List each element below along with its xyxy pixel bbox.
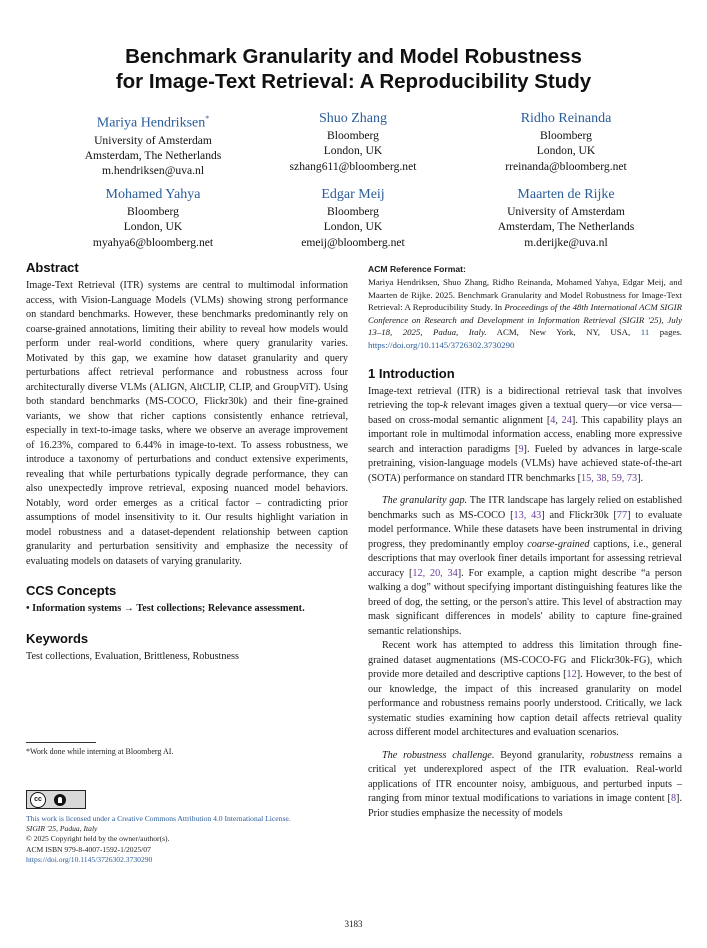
author-email: emeij@bloomberg.net: [301, 235, 405, 249]
text-run: ].: [637, 472, 644, 484]
license-link[interactable]: This work is licensed under a Creative Commons Attribution 4.0 International License.: [26, 814, 291, 823]
citation-link[interactable]: 12, 20, 34: [412, 567, 458, 579]
intro-paragraph-1: Image-text retrieval (ITR) is a bidirectional retrieval task that involves retrieving the top-k relevant images given a textual query—or vice versa—based on cross-modal semantic alignment [4, 24]. This capability plays an important role in multimodal information access, enabling more expressive search and interaction paradigms [9]. Fueled by advances in large-scale pretraining, vision-language models (VLMs) have achieved state-of-the-art (SOTA) performance on standard ITR benchmarks [15, 38, 59, 73].: [368, 385, 682, 484]
text-run: Recent work has attempted to address this limitation through fine-grained dataset augmentations (MS-COCO-FG and Flickr30k-FG), which provide more detailed and descriptive captions [: [368, 640, 682, 681]
text-run: ]. Prior studies emphasize the necessity of models: [368, 793, 682, 819]
text-run: ] to evaluate model performance. While these datasets have been instrumental in driving progress, they predominantly employ: [368, 509, 682, 550]
paragraph-heading: The granularity gap.: [382, 495, 468, 507]
author-email: rreinanda@bloomberg.net: [505, 159, 627, 173]
author-location: London, UK: [323, 220, 383, 234]
text-run: captions, i.e., general descriptions that may overlook finer details important for assessing retrieval accuracy [: [368, 538, 682, 579]
abstract-heading: Abstract: [26, 260, 79, 275]
text-run: coarse-grained: [527, 538, 590, 550]
title-line-2: for Image-Text Retrieval: A Reproducibility Study: [115, 70, 592, 93]
author-card: [38, 186, 268, 250]
author-email: szhang611@bloomberg.net: [289, 159, 417, 173]
footnote-rule: [26, 742, 96, 743]
author-affiliation: University of Amsterdam: [94, 133, 212, 147]
text-run: k: [443, 400, 448, 412]
text-run: ]. This capability plays an important role in multimodal information access, enabling more expressive search and interaction paradigms [: [368, 414, 682, 455]
acm-ref-part: pages.: [649, 327, 682, 338]
author-location: London, UK: [323, 144, 383, 158]
license-block: [26, 790, 346, 865]
intro-paragraph-3: [368, 639, 682, 741]
author-card: [451, 110, 681, 174]
author-affiliation: University of Amsterdam: [507, 205, 625, 218]
intro-paragraph-4: [368, 749, 682, 822]
ccs-heading: CCS Concepts: [26, 583, 117, 598]
paragraph-heading: The robustness challenge.: [382, 749, 495, 761]
keywords-text: Test collections, Evaluation, Brittleness, Robustness: [26, 650, 239, 662]
ccs-concepts: Information systems → Test collections; Relevance assessment.: [32, 603, 305, 614]
citation-link[interactable]: 12: [566, 669, 577, 681]
author-location: London, UK: [536, 144, 596, 158]
author-email: m.derijke@uva.nl: [524, 235, 608, 249]
author-name: Mariya Hendriksen: [96, 115, 206, 131]
acm-ref-part: ACM, New York, NY, USA,: [486, 327, 641, 338]
page-number: 3183: [344, 919, 363, 929]
text-run: relevant images given a textual query—or vice versa—based on cross-modal semantic alignment [: [368, 400, 682, 426]
author-affiliation: Bloomberg: [327, 129, 379, 142]
intro-heading: 1 Introduction: [368, 365, 455, 381]
acm-ref-pages-link[interactable]: 11: [640, 327, 650, 338]
acm-ref-part: Mariya Hendriksen, Shuo Zhang, Ridho Reinanda, Mohamed Yahya, Edgar Meij, and Maarten de Rijke. 2025. Benchmark Granularity and Model Robustness for Image-Text Retrieval: A Reproducibility Study. In: [368, 277, 682, 313]
ccs-bullet: •: [26, 603, 30, 614]
text-run: robustness: [590, 749, 634, 761]
license-doi-link[interactable]: https://doi.org/10.1145/3726302.3730290: [26, 854, 153, 864]
citation-link[interactable]: 8: [670, 793, 677, 805]
author-name: Edgar Meij: [321, 187, 385, 202]
intro-paragraph-2: [368, 494, 682, 639]
left-column: [26, 260, 348, 664]
author-footnote-mark: *: [205, 114, 210, 123]
text-run: ]. For example, a caption might describe “a person walking a dog” without specifying important distinguishing features like the breed of dog, the setting, or the person's attire. This level of abstraction may mask significant differences in models' ability to capture fine-grained semantic relationships.: [368, 567, 682, 637]
citation-link[interactable]: 15, 38, 59, 73: [581, 472, 638, 484]
cc-icon: cc: [30, 792, 46, 808]
footnote: *Work done while interning at Bloomberg AI.: [26, 747, 174, 756]
license-isbn: ACM ISBN 979-8-4007-1592-1/2025/07: [26, 844, 151, 854]
text-run: Image-text retrieval (ITR) is a bidirectional retrieval task that involves retrieving the top-: [368, 385, 682, 412]
acm-ref-text: [368, 276, 682, 352]
citation-link[interactable]: 24: [561, 414, 572, 426]
text-run: ] and Flickr30k [: [541, 509, 617, 521]
author-email: m.hendriksen@uva.nl: [101, 164, 205, 178]
author-name: Ridho Reinanda: [520, 111, 612, 126]
right-column: [368, 264, 682, 821]
acm-ref-venue: Proceedings of the 48th International ACM SIGIR Conference on Research and Development in Information Retrieval (SIGIR '25), July 13–18, 2025, Padua, Italy.: [368, 302, 682, 338]
citation-link[interactable]: 77: [616, 509, 628, 521]
paper-title: [0, 44, 707, 94]
author-email: myahya6@bloomberg.net: [92, 235, 214, 249]
license-copyright: © 2025 Copyright held by the owner/author(s).: [26, 834, 170, 844]
author-name: Maarten de Rijke: [517, 187, 615, 202]
citation-link[interactable]: 13, 43: [513, 509, 542, 521]
license-venue: SIGIR '25, Padua, Italy: [26, 824, 98, 834]
author-location: Amsterdam, The Netherlands: [497, 220, 635, 234]
text-run: Beyond granularity,: [494, 749, 591, 761]
author-name: Mohamed Yahya: [105, 187, 201, 202]
acm-ref-doi-link[interactable]: https://doi.org/10.1145/3726302.3730290: [368, 339, 515, 350]
author-affiliation: Bloomberg: [127, 205, 179, 218]
citation-link[interactable]: 9: [518, 443, 524, 455]
author-name: Shuo Zhang: [318, 111, 388, 126]
abstract-text: Image-Text Retrieval (ITR) systems are central to multimodal information access, with Vision-Language Models (VLMs) showing strong performance on standard benchmarks. However, these benchmarks predominantly rely on coarse-grained annotations, limiting their ability to reveal how models would perform under real-world conditions, where query granularity varies. Motivated by this gap, we examine how dataset granularity and query perturbations affect retrieval performance and robustness across four architecturally diverse VLMs (ALIGN, AltCLIP, CLIP, and GroupViT). Using both standard benchmarks (MS-COCO, Flickr30k) and their fine-grained variants, we show that richer captions consistently enhance retrieval, especially in text-to-image tasks, where we observe an average improvement of 16.23%, compared to 6.44% in image-to-text. To assess robustness, we introduce a taxonomy of perturbations and conduct extensive experiments, revealing that while perturbations typically degrade performance, they can also unexpectedly improve retrieval, exposing nuanced model behaviors. Notably, word order emerges as a critical factor – contradicting prior assumptions of model insensitivity to it. Our results highlight variation in model robustness and a dataset-dependent relationship between caption granularity and perturbation sensitivity and emphasize the necessity of evaluating models on datasets of varying granularity.: [26, 280, 348, 567]
text-run: remains a critical yet underexplored aspect of the ITR evaluation. Real-world applications of ITR encounter noisy, ambiguous, and perturbed inputs – ranging from minor textual modifications to variations in image content [: [368, 749, 682, 805]
text-run: ]. Fueled by advances in large-scale pretraining, vision-language models (VLMs) have achieved state-of-the-art (SOTA) performance on standard ITR benchmarks [: [368, 443, 682, 484]
title-line-1: Benchmark Granularity and Model Robustness: [125, 45, 582, 68]
text-run: ]. However, to the best of our knowledge, the impact of this increased granularity on model performance and robustness remains poorly understood. Critically, we lack systematic studies examining how caption detail affects retrieval quality across different model architectures and evaluation scenarios.: [368, 669, 682, 739]
author-card: [451, 186, 681, 250]
author-location: Amsterdam, The Netherlands: [84, 149, 222, 163]
author-location: London, UK: [123, 220, 183, 234]
author-card: [238, 186, 468, 250]
author-affiliation: Bloomberg: [327, 205, 379, 218]
citation-link[interactable]: 4: [550, 414, 556, 426]
keywords-heading: Keywords: [26, 630, 89, 646]
author-affiliation: Bloomberg: [540, 129, 592, 142]
cc-by-badge[interactable]: [26, 790, 86, 809]
text-run: The ITR landscape has largely relied on established benchmarks such as MS-COCO [: [368, 495, 682, 521]
author-card: [238, 110, 468, 174]
author-card: [38, 110, 268, 179]
by-person-icon: [54, 794, 66, 806]
acm-ref-heading: ACM Reference Format:: [368, 264, 466, 274]
ccs-text: [26, 602, 348, 617]
